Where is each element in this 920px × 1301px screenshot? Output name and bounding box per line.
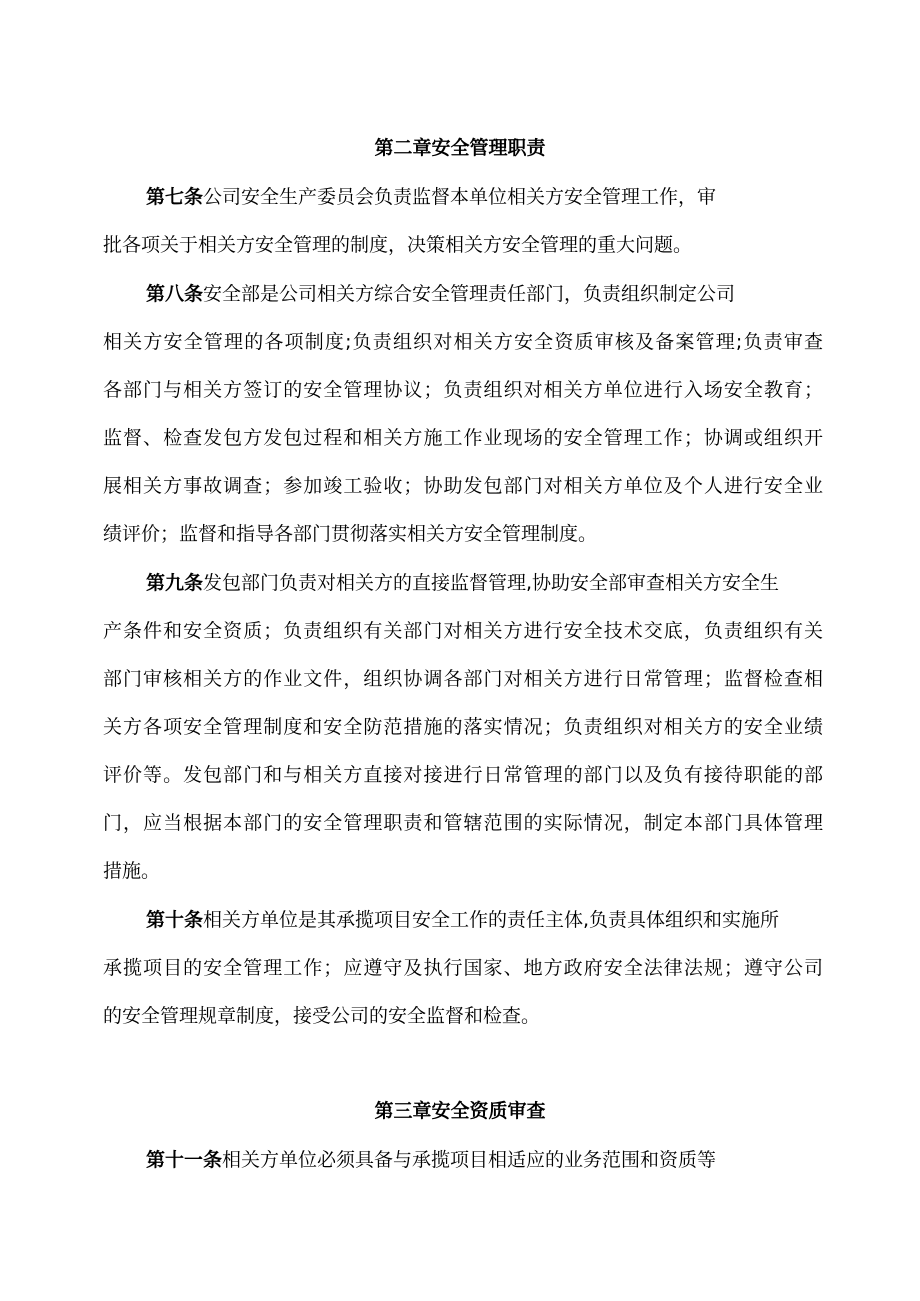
- article-11-label: 第十一条: [146, 1149, 223, 1171]
- article-9-label: 第九条: [146, 572, 204, 594]
- article-9-line-1: 第九条发包部门负责对相关方的直接监督管理,协助安全部审查相关方安全生: [146, 572, 780, 594]
- article-8-line-4: 监督、检查发包方发包过程和相关方施工作业现场的安全管理工作；协调或组织开: [103, 427, 823, 449]
- article-7-line-2: 批各项关于相关方安全管理的制度，决策相关方安全管理的重大问题。: [103, 234, 693, 256]
- chapter-3-heading: 第三章安全资质审查: [374, 1100, 546, 1122]
- article-8-line-6: 绩评价；监督和指导各部门贯彻落实相关方安全管理制度。: [103, 523, 598, 545]
- article-10-label: 第十条: [146, 909, 204, 931]
- article-9-line-7: 措施。: [103, 860, 161, 882]
- article-9-line-2: 产条件和安全资质；负责组织有关部门对相关方进行安全技术交底，负责组织有关: [103, 620, 823, 642]
- article-9-line-6: 门，应当根据本部门的安全管理职责和管辖范围的实际情况，制定本部门具体管理: [103, 812, 823, 834]
- article-7-label: 第七条: [146, 186, 204, 208]
- article-11-line-1: 第十一条相关方单位必须具备与承揽项目相适应的业务范围和资质等: [146, 1149, 717, 1171]
- article-10-line-2: 承揽项目的安全管理工作；应遵守及执行国家、地方政府安全法律法规；遵守公司: [103, 957, 823, 979]
- chapter-2-heading: 第二章安全管理职责: [374, 137, 546, 159]
- article-8-label: 第八条: [146, 283, 204, 305]
- article-8-line-1: 第八条安全部是公司相关方综合安全管理责任部门，负责组织制定公司: [146, 283, 736, 305]
- article-10-line-1: 第十条相关方单位是其承揽项目安全工作的责任主体,负责具体组织和实施所: [146, 909, 780, 931]
- article-7-line-1: 第七条公司安全生产委员会负责监督本单位相关方安全管理工作，审: [146, 186, 717, 208]
- article-9-line-3: 部门审核相关方的作业文件，组织协调各部门对相关方进行日常管理；监督检查相: [103, 668, 823, 690]
- article-8-line-3: 各部门与相关方签订的安全管理协议；负责组织对相关方单位进行入场安全教育；: [103, 379, 823, 401]
- article-9-line-5: 评价等。发包部门和与相关方直接对接进行日常管理的部门以及负有接待职能的部: [103, 764, 823, 786]
- article-9-line-4: 关方各项安全管理制度和安全防范措施的落实情况；负责组织对相关方的安全业绩: [103, 716, 823, 738]
- article-8-line-5: 展相关方事故调查；参加竣工验收；协助发包部门对相关方单位及个人进行安全业: [103, 475, 823, 497]
- article-8-line-2: 相关方安全管理的各项制度;负责组织对相关方安全资质审核及备案管理;负责审查: [103, 331, 823, 353]
- article-10-line-3: 的安全管理规章制度，接受公司的安全监督和检查。: [103, 1005, 541, 1027]
